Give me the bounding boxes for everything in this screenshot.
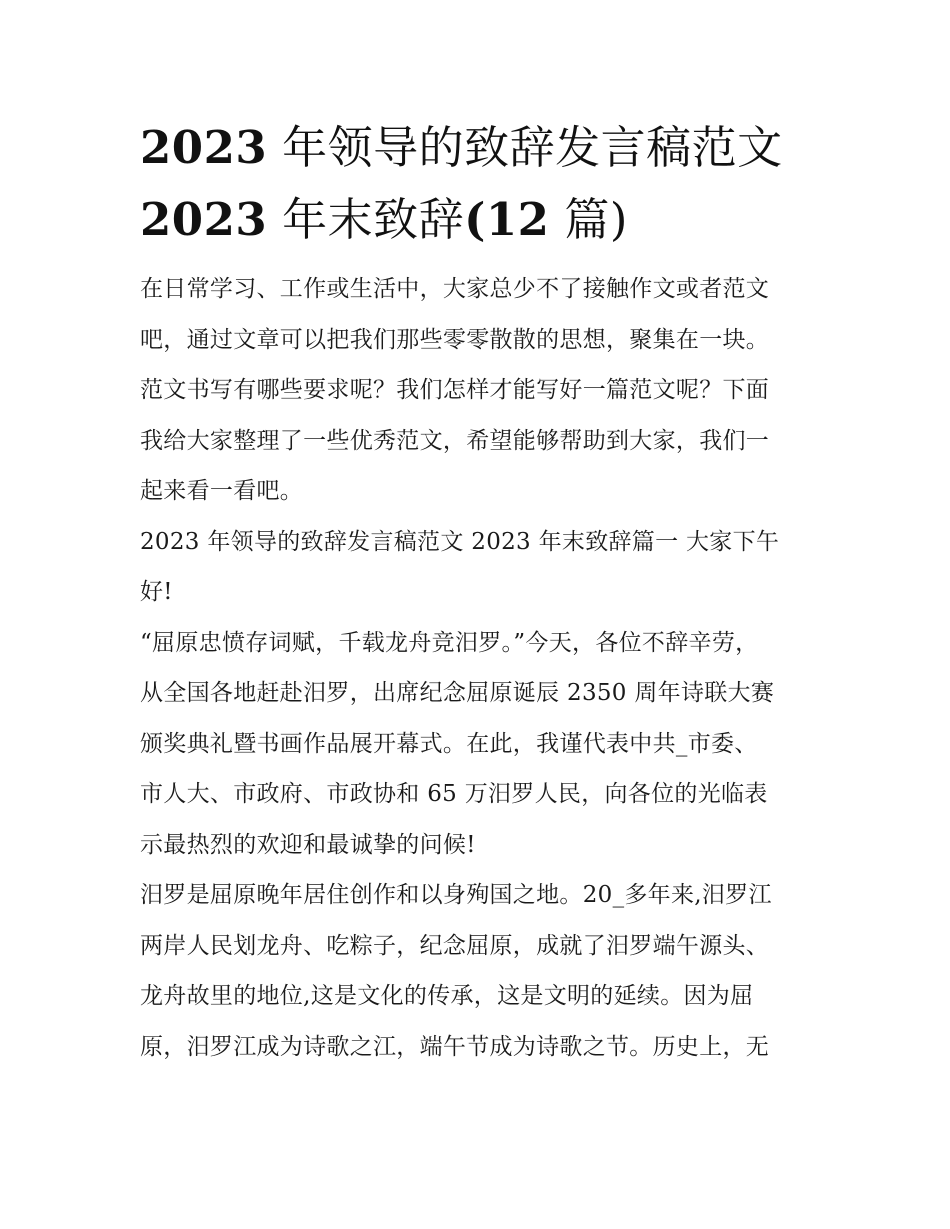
text-line: 颁奖典礼暨书画作品展开幕式。在此，我谨代表中共_市委、 bbox=[140, 730, 758, 757]
title-text-1: 年领导的致辞发言稿范文 bbox=[282, 121, 783, 174]
text-line: 从全国各地赶赴汨罗，出席纪念屈原诞辰 2350 周年诗联大赛 bbox=[140, 680, 775, 706]
text-line: 两岸人民划龙舟、吃粽子，纪念屈原，成就了汨罗端午源头、 bbox=[140, 932, 770, 959]
text-line: “屈原忠愤存词赋，千载龙舟竞汨罗。”今天，各位不辞辛劳， bbox=[140, 629, 759, 656]
document-body bbox=[140, 112, 820, 1072]
text-line: 吧，通过文章可以把我们那些零零散散的思想，聚集在一块。 bbox=[140, 326, 770, 353]
title-year-1: 2023 bbox=[140, 121, 268, 174]
title-line-2 bbox=[140, 184, 820, 256]
text-line: 范文书写有哪些要求呢？我们怎样才能写好一篇范文呢？下面 bbox=[140, 377, 770, 403]
paragraph-intro bbox=[140, 264, 820, 517]
document-title bbox=[140, 112, 820, 256]
text-line: 我给大家整理了一些优秀范文，希望能够帮助到大家，我们一 bbox=[140, 427, 770, 454]
text-line: 好! bbox=[140, 579, 173, 605]
text-line: 在日常学习、工作或生活中，大家总少不了接触作文或者范文 bbox=[140, 276, 770, 302]
text-line: 起来看一看吧。 bbox=[140, 478, 304, 504]
text-line: 2023 年领导的致辞发言稿范文 2023 年末致辞篇一 大家下午 bbox=[140, 528, 780, 555]
text-line: 原，汨罗江成为诗歌之江，端午节成为诗歌之节。历史上，无 bbox=[140, 1033, 770, 1060]
title-line-1 bbox=[140, 112, 820, 184]
paragraph-section-heading bbox=[140, 517, 820, 618]
text-line: 龙舟故里的地位,这是文化的传承，这是文明的延续。因为屈 bbox=[140, 983, 754, 1009]
text-line: 汨罗是屈原晚年居住创作和以身殉国之地。20_多年来,汨罗江 bbox=[140, 882, 772, 908]
title-year-2: 2023 bbox=[140, 193, 268, 246]
paragraph-history bbox=[140, 870, 820, 1072]
title-count: (12 bbox=[464, 193, 550, 246]
paragraph-welcome bbox=[140, 618, 820, 871]
text-line: 市人大、市政府、市政协和 65 万汨罗人民，向各位的光临表 bbox=[140, 781, 768, 807]
title-text-2: 年末致辞 bbox=[282, 193, 465, 246]
title-text-3: 篇) bbox=[564, 193, 628, 246]
text-line: 示最热烈的欢迎和最诚挚的问候! bbox=[140, 831, 476, 858]
